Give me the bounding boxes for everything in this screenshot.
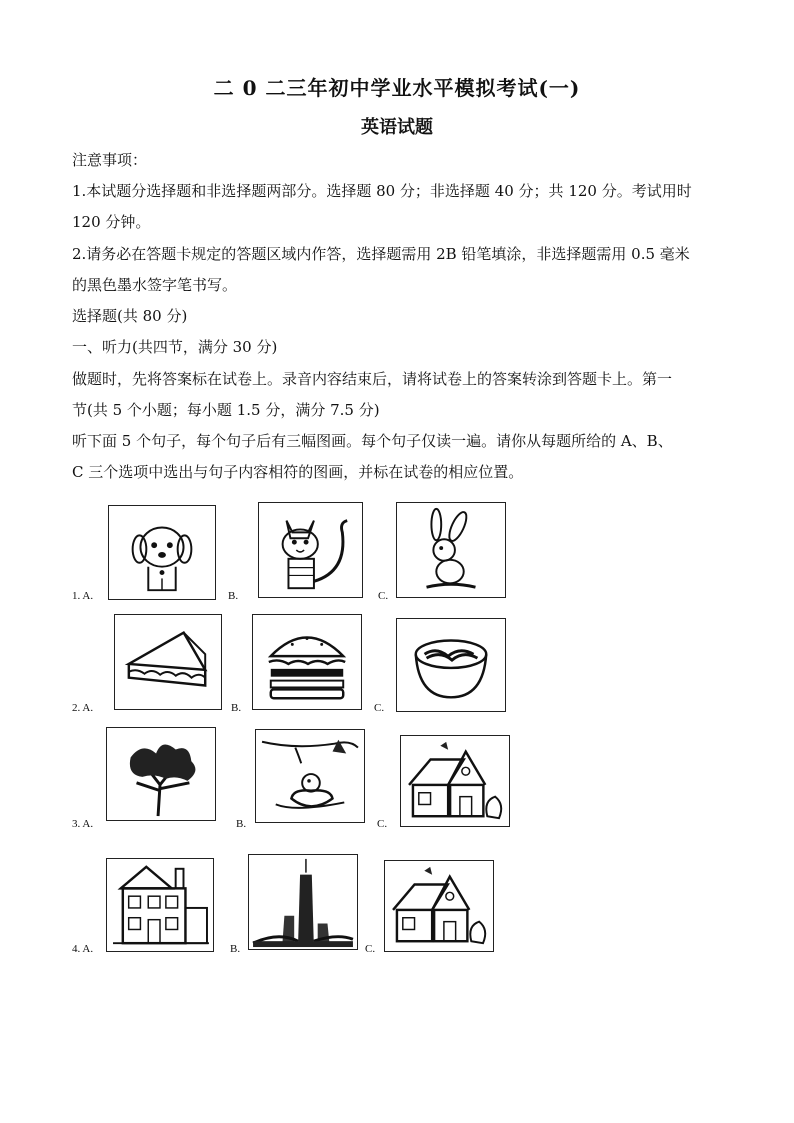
exam-title: 二 0 二三年初中学业水平模拟考试(一) [213,76,581,100]
q3-option-b-picture[interactable] [255,729,365,823]
dog-icon [109,506,215,599]
q2-option-c-picture[interactable] [396,618,506,712]
notes-item1-line2: 120 分钟。 [72,213,151,231]
notes-item2-line2: 的黑色墨水签字笔书写。 [72,276,238,294]
house-icon [401,736,509,826]
q1-option-b-label: B. [228,590,239,602]
q3-option-c-label: C. [377,818,388,830]
q1-option-a-label: 1. A. [72,590,94,602]
rabbit-icon [397,503,505,597]
q2-option-b-picture[interactable] [252,614,362,710]
tree-icon [107,728,215,820]
instruction-line1: 做题时，先将答案标在试卷上。录音内容结束后，请将试卷上的答案转涂到答题卡上。第一 [72,370,673,388]
q2-option-a-label: 2. A. [72,702,94,714]
notes-item2-line1: 2.请务必在答题卡规定的答题区域内作答，选择题需用 2B 铅笔填涂，非选择题需用 0.5 毫米 [72,245,690,263]
q2-option-c-label: C. [374,702,385,714]
cottage-icon [385,861,493,951]
q4-option-b-picture[interactable] [248,854,358,950]
q3-option-c-picture[interactable] [400,735,510,827]
skyscraper-icon [249,855,357,949]
q3-option-a-picture[interactable] [106,727,216,821]
q1-option-b-picture[interactable] [258,502,363,598]
q2-option-a-picture[interactable] [114,614,222,710]
two-storey-house-icon [107,859,213,951]
noodles-bowl-icon [397,619,505,711]
q4-option-a-picture[interactable] [106,858,214,952]
q4-option-b-label: B. [230,943,241,955]
notes-heading: 注意事项： [72,151,148,169]
sandwich-icon [115,615,221,709]
choice-heading: 选择题(共 80 分) [72,307,188,325]
q4-option-a-label: 4. A. [72,943,94,955]
q1-option-c-picture[interactable] [396,502,506,598]
q2-option-b-label: B. [231,702,242,714]
bird-nest-icon [256,730,364,822]
notes-item1-line1: 1.本试题分选择题和非选择题两部分。选择题 80 分；非选择题 40 分；共 120 分。考试用时 [72,182,692,200]
q3-option-a-label: 3. A. [72,818,94,830]
q4-option-c-label: C. [365,943,376,955]
listening-heading: 一、听力(共四节，满分 30 分) [72,338,278,356]
instruction-line3: 听下面 5 个句子，每个句子后有三幅图画。每个句子仅读一遍。请你从每题所给的 A、B、 [72,432,673,450]
q3-option-b-label: B. [236,818,247,830]
instruction-line4: C 三个选项中选出与句子内容相符的图画，并标在试卷的相应位置。 [72,463,524,481]
q4-option-c-picture[interactable] [384,860,494,952]
hamburger-icon [253,615,361,709]
instruction-line2: 节(共 5 个小题；每小题 1.5 分，满分 7.5 分) [72,401,380,419]
exam-subtitle: 英语试题 [361,117,433,138]
cat-icon [259,503,362,597]
q1-option-a-picture[interactable] [108,505,216,600]
q1-option-c-label: C. [378,590,389,602]
